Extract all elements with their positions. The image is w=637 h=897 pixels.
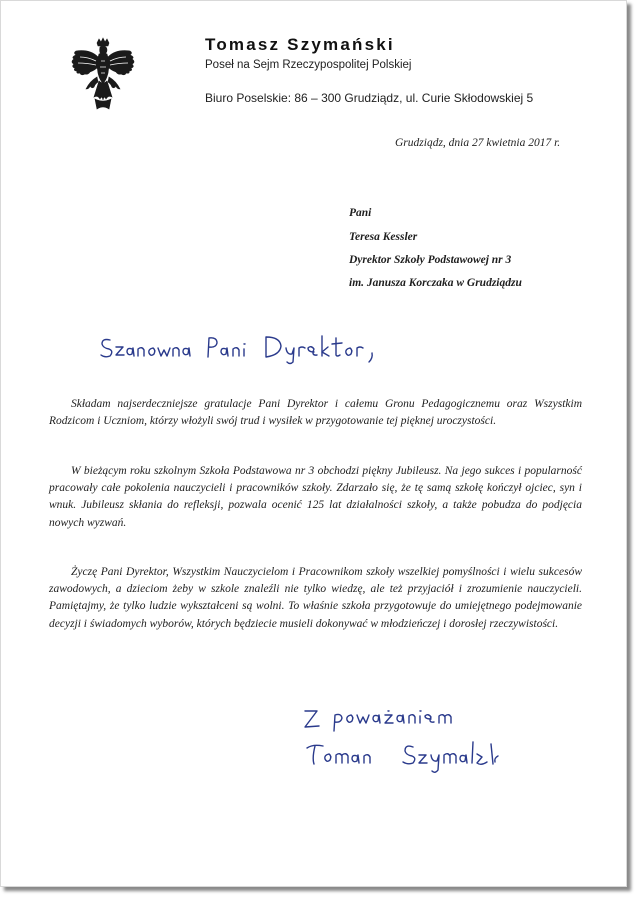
polish-eagle-emblem-icon [68,37,138,117]
recipient-line-1: Pani [349,207,372,219]
handwritten-closing [301,701,531,737]
handwritten-signature [301,736,541,780]
date-line: Grudziądz, dnia 27 kwietnia 2017 r. [395,137,561,149]
sender-name: Tomasz Szymański [205,35,395,54]
recipient-line-4: im. Janusza Korczaka w Grudziądzu [349,277,522,289]
recipient-line-3: Dyrektor Szkoły Podstawowej nr 3 [349,254,512,266]
sender-role: Poseł na Sejm Rzeczypospolitej Polskiej [205,59,412,71]
handwritten-salutation [96,328,416,368]
sender-address: Biuro Poselskie: 86 – 300 Grudziądz, ul. Curie Skłodowskiej 5 [205,91,534,105]
paragraph-3: Życzę Pani Dyrektor, Wszystkim Nauczycielom i Pracownikom szkoły wszelkiej pomyślności i wielu sukcesów zawodowych, a dzieciom żeby w szkole znaleźli nie tylko wiedzę, ale też przyjaciół i zrozumienie nauczycieli. Pamiętajmy, że tylko ludzie wykształceni są wolni. To właśnie szkoła przygotowuje do umiejętnego podejmowanie decyzji i świadomych wyborów, których będziecie musieli dokonywać w młodzieńczej i dorosłej rzeczywistości. [49,566,582,630]
paragraph-2: W bieżącym roku szkolnym Szkoła Podstawowa nr 3 obchodzi piękny Jubileusz. Na jego sukces i popularność pracowały całe pokolenia nauczycieli i pracowników szkoły. Zdarzało się, że tę samą szkołę kończył ojciec, syn i wnuk. Jubileusz skłania do refleksji, pozwala ocenić 125 lat działalności szkoły, a także pobudza do podjęcia nowych wyzwań. [49,465,582,529]
paragraph-1: Składam najserdeczniejsze gratulacje Pani Dyrektor i całemu Gronu Pedagogicznemu oraz Wszystkim Rodzicom i Uczniom, którzy włożyli swój trud i wysiłek w przygotowanie tej pięknej uroczystości. [49,398,582,428]
recipient-line-2: Teresa Kessler [349,231,418,243]
